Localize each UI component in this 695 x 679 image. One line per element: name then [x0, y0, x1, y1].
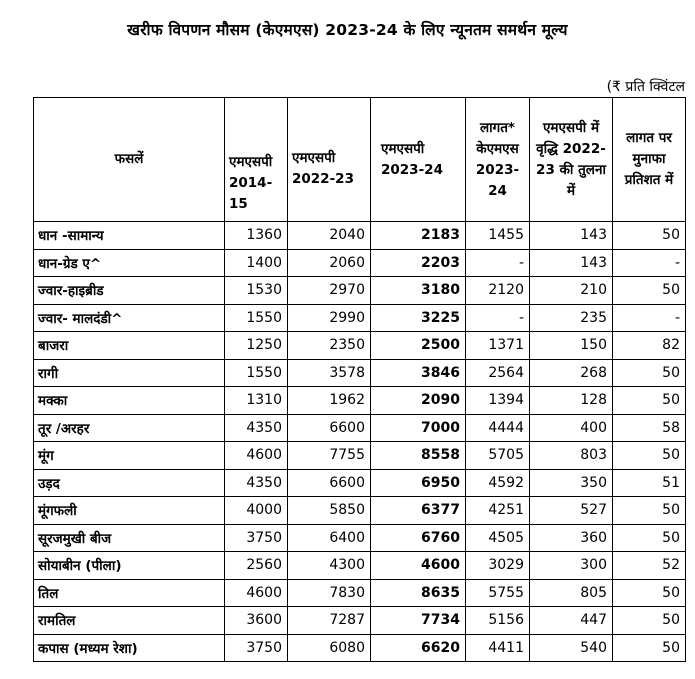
table-cell: 50: [613, 524, 686, 552]
table-cell: 58: [613, 414, 686, 442]
table-cell: -: [613, 249, 686, 277]
table-cell: 2560: [225, 552, 288, 580]
table-cell: 6760: [371, 524, 466, 552]
table-cell: 1455: [466, 222, 530, 250]
table-cell: 7830: [288, 579, 371, 607]
table-cell: 50: [613, 387, 686, 415]
table-row: [34, 387, 686, 415]
table-cell: 6620: [371, 634, 466, 662]
crop-name-cell: कपास (मध्यम रेशा): [34, 634, 225, 662]
table-row: [34, 222, 686, 250]
crop-name-cell: तूर /अरहर: [34, 414, 225, 442]
header-cost-2023-24: लागत* केएमएस 2023-24: [466, 98, 530, 222]
table-cell: 82: [613, 332, 686, 360]
table-cell: 3029: [466, 552, 530, 580]
table-cell: 2564: [466, 359, 530, 387]
table-cell: 50: [613, 579, 686, 607]
crop-name-cell: उड़द: [34, 469, 225, 497]
table-cell: 1550: [225, 304, 288, 332]
header-row: [34, 98, 686, 222]
table-row: [34, 442, 686, 470]
table-cell: 2203: [371, 249, 466, 277]
table-row: [34, 249, 686, 277]
table-cell: 51: [613, 469, 686, 497]
table-cell: 4592: [466, 469, 530, 497]
table-cell: 5705: [466, 442, 530, 470]
table-row: [34, 414, 686, 442]
table-cell: 5156: [466, 607, 530, 635]
table-row: [34, 552, 686, 580]
table-cell: 7755: [288, 442, 371, 470]
table-cell: 1962: [288, 387, 371, 415]
table-cell: 7287: [288, 607, 371, 635]
table-cell: 2040: [288, 222, 371, 250]
table-cell: 143: [530, 249, 613, 277]
header-msp-2014-15: एमएसपी 2014-15: [225, 98, 288, 222]
table-cell: 4600: [225, 579, 288, 607]
table-cell: 5755: [466, 579, 530, 607]
table-cell: 2970: [288, 277, 371, 305]
crop-name-cell: रागी: [34, 359, 225, 387]
table-row: [34, 524, 686, 552]
table-cell: 50: [613, 497, 686, 525]
table-cell: 7734: [371, 607, 466, 635]
table-cell: 3846: [371, 359, 466, 387]
table-cell: 3180: [371, 277, 466, 305]
page-title: खरीफ विपणन मौसम (केएमएस) 2023-24 के लिए न्यूनतम समर्थन मूल्य: [127, 21, 568, 39]
table-cell: 3600: [225, 607, 288, 635]
table-cell: 447: [530, 607, 613, 635]
table-cell: 50: [613, 222, 686, 250]
table-cell: 5850: [288, 497, 371, 525]
table-cell: 150: [530, 332, 613, 360]
table-cell: 1394: [466, 387, 530, 415]
table-row: [34, 469, 686, 497]
table-cell: 1250: [225, 332, 288, 360]
unit-note: (₹ प्रति क्विंटल: [606, 79, 685, 95]
table-cell: 4444: [466, 414, 530, 442]
table-cell: 1400: [225, 249, 288, 277]
crop-name-cell: सोयाबीन (पीला): [34, 552, 225, 580]
table-cell: 3225: [371, 304, 466, 332]
table-cell: 400: [530, 414, 613, 442]
table-row: [34, 634, 686, 662]
table-cell: 268: [530, 359, 613, 387]
header-msp-2022-23: एमएसपी 2022-23: [288, 98, 371, 222]
table-row: [34, 607, 686, 635]
table-cell: 210: [530, 277, 613, 305]
table-cell: 4411: [466, 634, 530, 662]
table-row: [34, 497, 686, 525]
crop-name-cell: तिल: [34, 579, 225, 607]
table-cell: 3578: [288, 359, 371, 387]
table-cell: 2090: [371, 387, 466, 415]
table-cell: 6950: [371, 469, 466, 497]
table-body: [34, 222, 686, 662]
table-cell: 50: [613, 359, 686, 387]
table-cell: 300: [530, 552, 613, 580]
table-cell: 4600: [371, 552, 466, 580]
crop-name-cell: बाजरा: [34, 332, 225, 360]
crop-name-cell: मक्का: [34, 387, 225, 415]
table-cell: 1360: [225, 222, 288, 250]
table-row: [34, 304, 686, 332]
table-cell: 2183: [371, 222, 466, 250]
table-cell: 527: [530, 497, 613, 525]
table-cell: 52: [613, 552, 686, 580]
table-cell: 8558: [371, 442, 466, 470]
table-cell: 1530: [225, 277, 288, 305]
table-cell: 350: [530, 469, 613, 497]
table-cell: 6400: [288, 524, 371, 552]
table-cell: 4000: [225, 497, 288, 525]
header-msp-2023-24: एमएसपी 2023-24: [371, 98, 466, 222]
table-cell: 7000: [371, 414, 466, 442]
table-cell: -: [466, 304, 530, 332]
crop-name-cell: धान -सामान्य: [34, 222, 225, 250]
table-cell: 2120: [466, 277, 530, 305]
table-row: [34, 277, 686, 305]
table-cell: 3750: [225, 524, 288, 552]
table-cell: 1550: [225, 359, 288, 387]
table-cell: 2990: [288, 304, 371, 332]
table-cell: 4300: [288, 552, 371, 580]
table-cell: 2500: [371, 332, 466, 360]
table-cell: 8635: [371, 579, 466, 607]
msp-table: [33, 97, 686, 662]
table-cell: 4350: [225, 414, 288, 442]
crop-name-cell: रामतिल: [34, 607, 225, 635]
header-crops: फसलें: [34, 98, 225, 222]
table-cell: 50: [613, 607, 686, 635]
table-cell: -: [613, 304, 686, 332]
crop-name-cell: सूरजमुखी बीज: [34, 524, 225, 552]
table-row: [34, 359, 686, 387]
table-row: [34, 579, 686, 607]
table-cell: 50: [613, 442, 686, 470]
crop-name-cell: मूंग: [34, 442, 225, 470]
table-cell: 6600: [288, 414, 371, 442]
table-cell: 235: [530, 304, 613, 332]
table-cell: 50: [613, 277, 686, 305]
table-cell: 4251: [466, 497, 530, 525]
header-msp-increase: एमएसपी में वृद्धि 2022-23 की तुलना में: [530, 98, 613, 222]
header-profit-percent: लागत पर मुनाफा प्रतिशत में: [613, 98, 686, 222]
table-cell: 540: [530, 634, 613, 662]
crop-name-cell: मूंगफली: [34, 497, 225, 525]
table-cell: 128: [530, 387, 613, 415]
crop-name-cell: ज्वार-हाइब्रीड: [34, 277, 225, 305]
table-cell: 2350: [288, 332, 371, 360]
table-cell: -: [466, 249, 530, 277]
table-cell: 1371: [466, 332, 530, 360]
table-cell: 4600: [225, 442, 288, 470]
table-cell: 1310: [225, 387, 288, 415]
crop-name-cell: धान-ग्रेड ए^: [34, 249, 225, 277]
table-cell: 2060: [288, 249, 371, 277]
table-cell: 6377: [371, 497, 466, 525]
table-cell: 3750: [225, 634, 288, 662]
table-cell: 805: [530, 579, 613, 607]
table-cell: 6080: [288, 634, 371, 662]
table-cell: 4350: [225, 469, 288, 497]
table-cell: 50: [613, 634, 686, 662]
table-cell: 803: [530, 442, 613, 470]
table-cell: 6600: [288, 469, 371, 497]
table-cell: 360: [530, 524, 613, 552]
crop-name-cell: ज्वार- मालदंडी^: [34, 304, 225, 332]
table-cell: 143: [530, 222, 613, 250]
table-cell: 4505: [466, 524, 530, 552]
table-row: [34, 332, 686, 360]
